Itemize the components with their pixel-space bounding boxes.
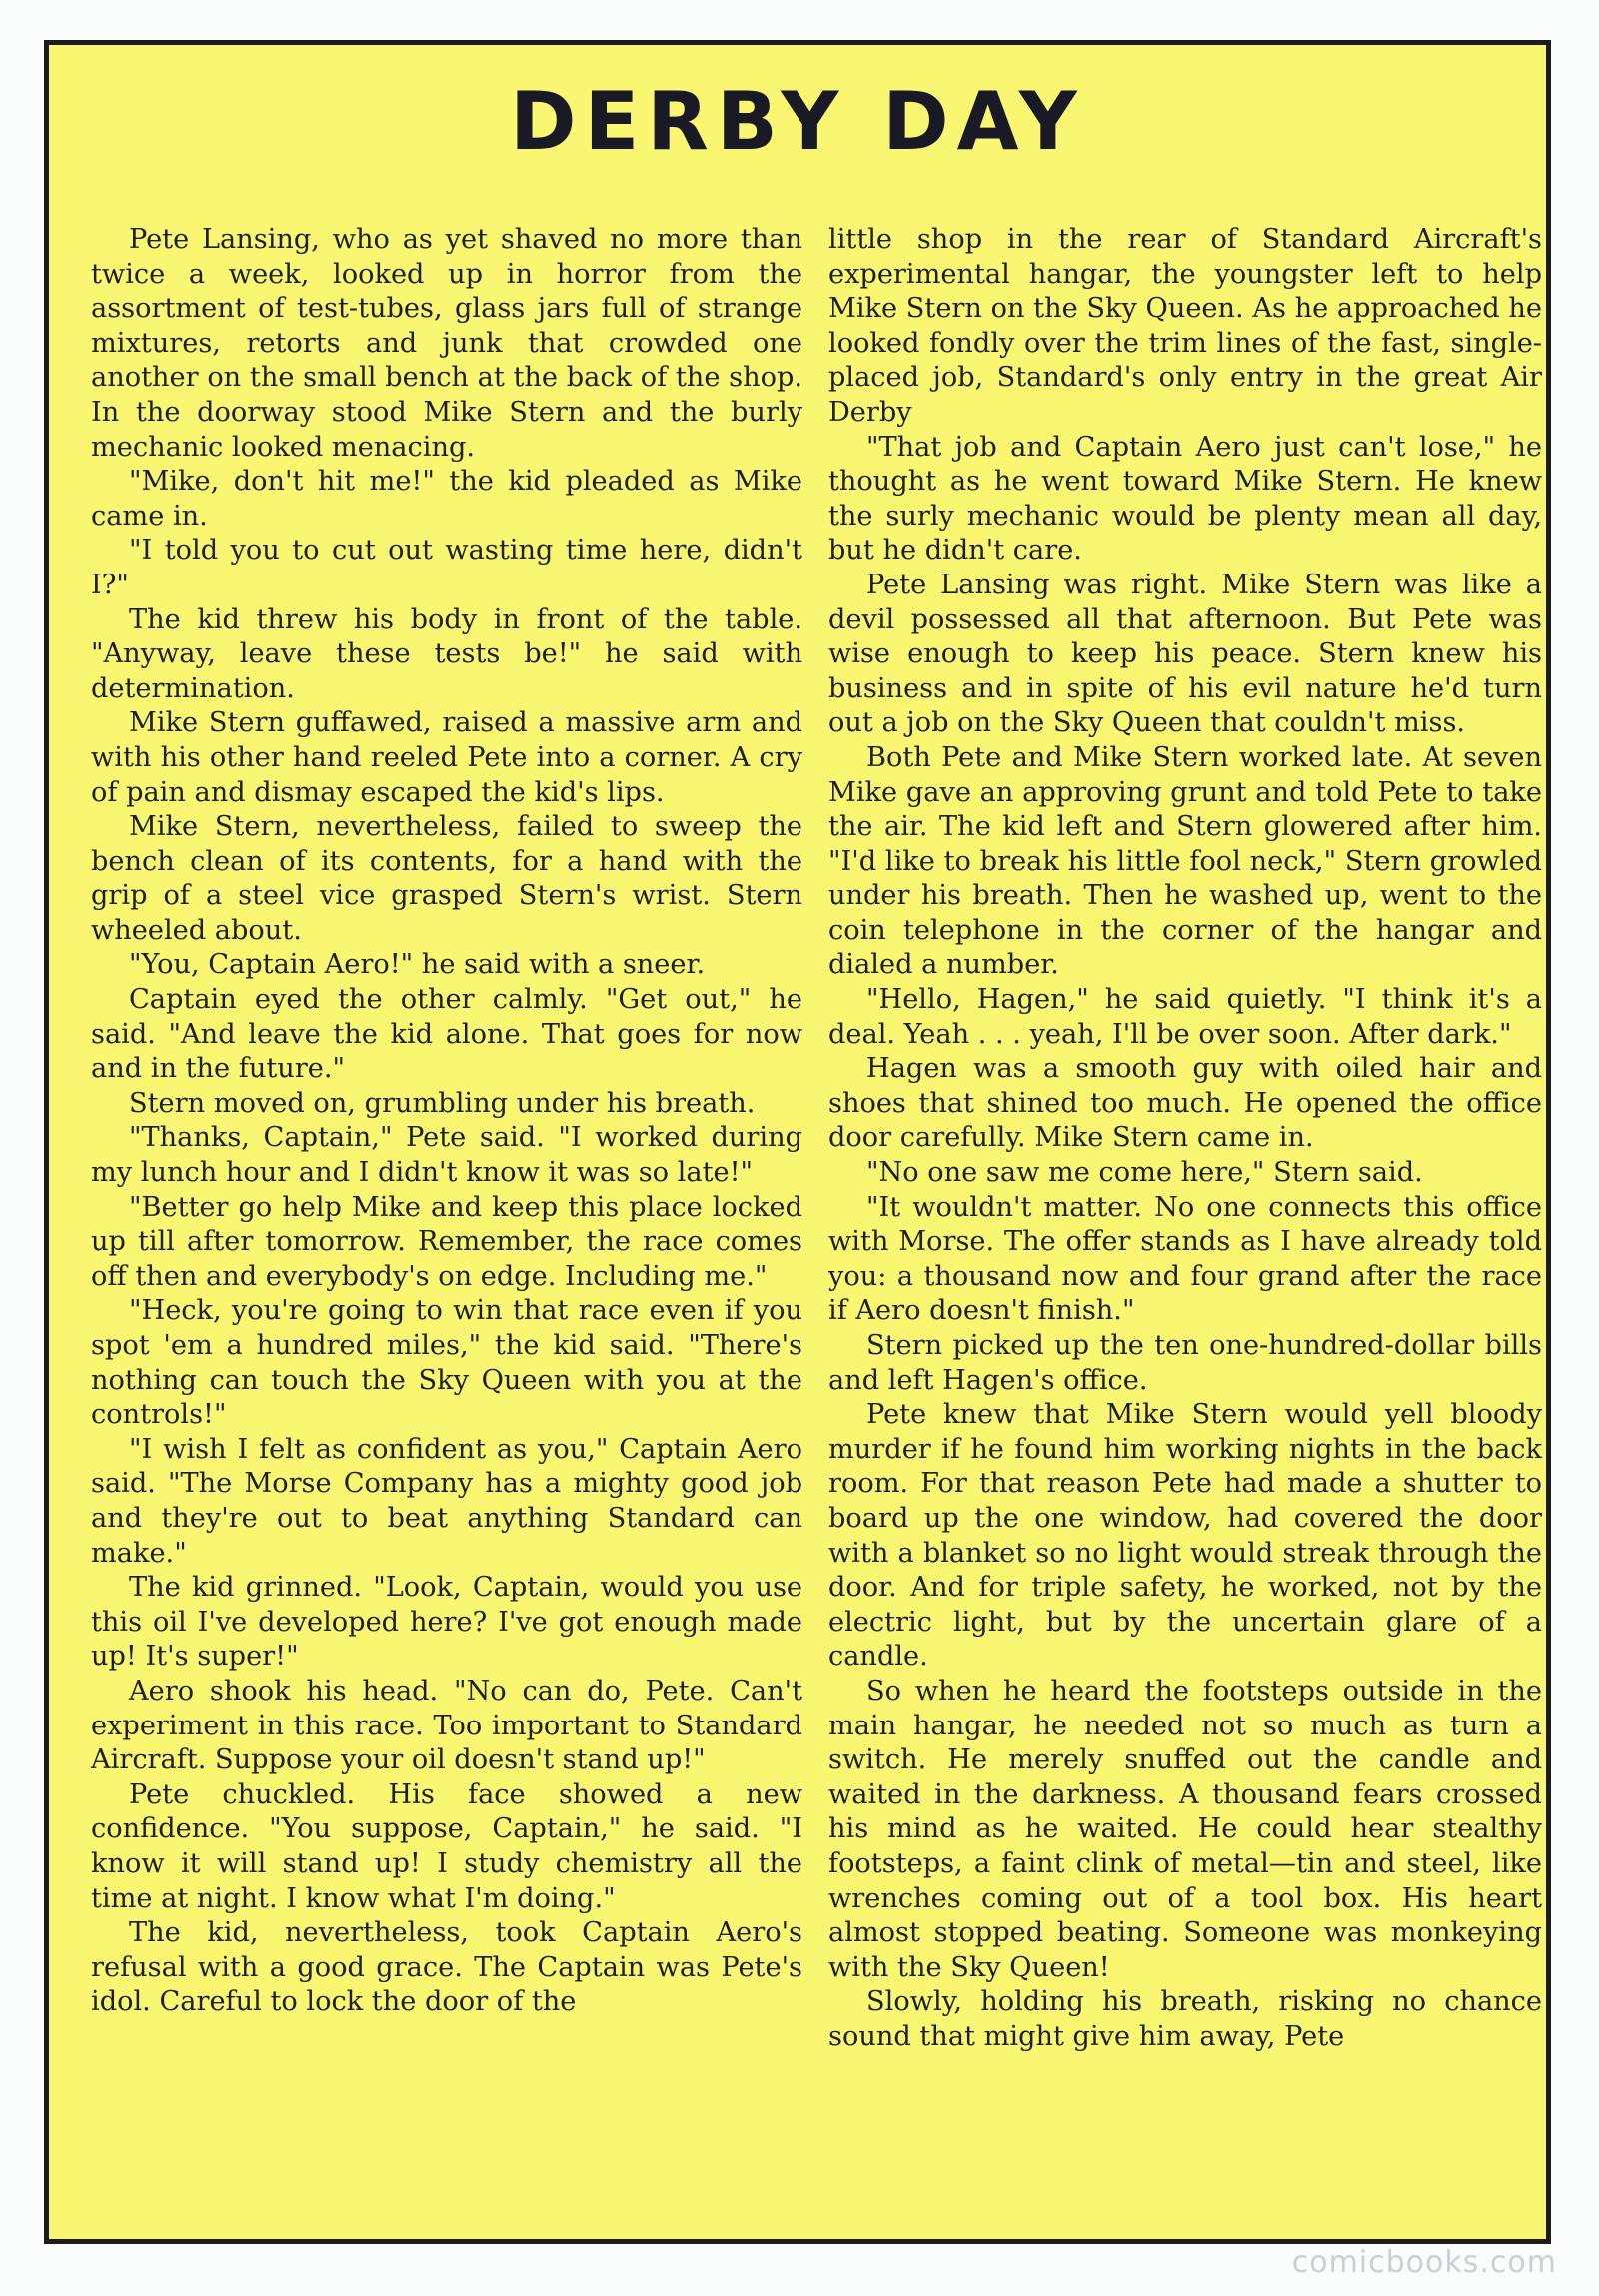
paragraph: So when he heard the footsteps outside in the main hangar, he needed not so much as turn a switch. He merely snuffed out the candle and waited in the darkness. A thousand fears crossed his mind as he waited. He could hear stealthy footsteps, a faint clink of metal—tin and steel, like wrenches coming out of a tool box. His heart almost stopped beating. Someone was monkeying with the Sky Queen! [828, 1675, 1542, 1983]
paragraph: The kid grinned. "Look, Captain, would you use this oil I've developed here? I've got enough made up! It's super!" [91, 1572, 802, 1673]
paragraph: "You, Captain Aero!" he said with a sneer. [129, 949, 706, 981]
paragraph: Aero shook his head. "No can do, Pete. Can't experiment in this race. Too important to Standard Aircraft. Suppose your oil doesn't stand up!" [91, 1675, 802, 1776]
paragraph: "It wouldn't matter. No one connects this office with Morse. The offer stands as I have already told you: a thousand now and four grand after the race if Aero doesn't finish." [828, 1191, 1542, 1327]
paragraph: Pete Lansing was right. Mike Stern was like a devil possessed all that afternoon. But Pete was wise enough to keep his peace. Stern knew his business and in spite of his evil nature he'd turn out a job on the Sky Queen that couldn't miss. [828, 569, 1542, 739]
page-title: DERBY DAY [510, 75, 1085, 168]
paragraph: "Mike, don't hit me!" the kid pleaded as Mike came in. [91, 466, 802, 532]
paragraph: Mike Stern, nevertheless, failed to sweep the bench clean of its contents, for a hand with the grip of a steel vice grasped Stern's wrist. Stern wheeled about. [91, 811, 802, 946]
paragraph: Stern picked up the ten one-hundred-dollar bills and left Hagen's office. [828, 1330, 1542, 1396]
paragraph: "No one saw me come here," Stern said. [866, 1157, 1423, 1189]
paragraph-continuation: little shop in the rear of Standard Aircraft's experimental hangar, the youngster left to help Mike Stern on the Sky Queen. As he approached he looked fondly over the trim lines of the fast, single-placed job, Standard's only entry in the great Air Derby [828, 224, 1542, 428]
paragraph: Hagen was a smooth guy with oiled hair and shoes that shined too much. He opened the office door carefully. Mike Stern came in. [828, 1053, 1542, 1154]
paragraph: Pete chuckled. His face showed a new confidence. "You suppose, Captain," he said. "I know it will stand up! I study chemistry all the time at night. I know what I'm doing." [91, 1778, 802, 1914]
paragraph: Mike Stern guffawed, raised a massive arm and with his other hand reeled Pete into a corner. A cry of pain and dismay escaped the kid's lips. [91, 707, 802, 808]
paragraph: Captain eyed the other calmly. "Get out," he said. "And leave the kid alone. That goes for now and in the future." [91, 984, 802, 1085]
paragraph: "That job and Captain Aero just can't lose," he thought as he went toward Mike Stern. He knew the surly mechanic would be plenty mean all day, but he didn't care. [828, 431, 1542, 567]
site-watermark: comicbooks.com [1291, 2245, 1557, 2280]
paragraph: "I told you to cut out wasting time here, didn't I?" [91, 535, 802, 600]
story-panel [44, 40, 1551, 2244]
paragraph: "Better go help Mike and keep this place locked up till after tomorrow. Remember, the race comes off then and everybody's on edge. Including me." [91, 1191, 802, 1292]
paragraph: Slowly, holding his breath, risking no chance sound that might give him away, Pete [828, 1986, 1542, 2052]
paragraph: Stern moved on, grumbling under his breath. [129, 1087, 756, 1119]
paragraph: "Hello, Hagen," he said quietly. "I think it's a deal. Yeah . . . yeah, I'll be over soon. After dark." [828, 984, 1542, 1050]
paragraph: The kid, nevertheless, took Captain Aero's refusal with a good grace. The Captain was Pete's idol. Careful to lock the door of the [91, 1917, 802, 2018]
paragraph: Pete Lansing, who as yet shaved no more than twice a week, looked up in horror from the assortment of test-tubes, glass jars full of strange mixtures, retorts and junk that crowded one another on the small bench at the back of the shop. In the doorway stood Mike Stern and the burly mechanic looked menacing. [91, 224, 802, 463]
paragraph: "Heck, you're going to win that race even if you spot 'em a hundred miles," the kid said. "There's nothing can touch the Sky Queen with you at the controls!" [91, 1295, 802, 1431]
paragraph: Pete knew that Mike Stern would yell bloody murder if he found him working nights in the back room. For that reason Pete had made a shutter to board up the one window, had covered the door with a blanket so no light would streak through the door. And for triple safety, he worked, not by the electric light, but by the uncertain glare of a candle. [828, 1399, 1542, 1673]
left-text-column [91, 223, 802, 2020]
paragraph: The kid threw his body in front of the table. "Anyway, leave these tests be!" he said with determination. [91, 603, 802, 704]
paragraph: Both Pete and Mike Stern worked late. At seven Mike gave an approving grunt and told Pete to take the air. The kid left and Stern glowered after him. "I'd like to break his little fool neck," Stern growled under his breath. Then he washed up, went to the coin telephone in the corner of the hangar and dialed a number. [828, 741, 1542, 981]
paragraph: "I wish I felt as confident as you," Captain Aero said. "The Morse Company has a mighty good job and they're out to beat anything Standard can make." [91, 1433, 802, 1569]
paragraph: "Thanks, Captain," Pete said. "I worked during my lunch hour and I didn't know it was so late!" [91, 1122, 802, 1189]
right-text-column [828, 223, 1542, 2054]
